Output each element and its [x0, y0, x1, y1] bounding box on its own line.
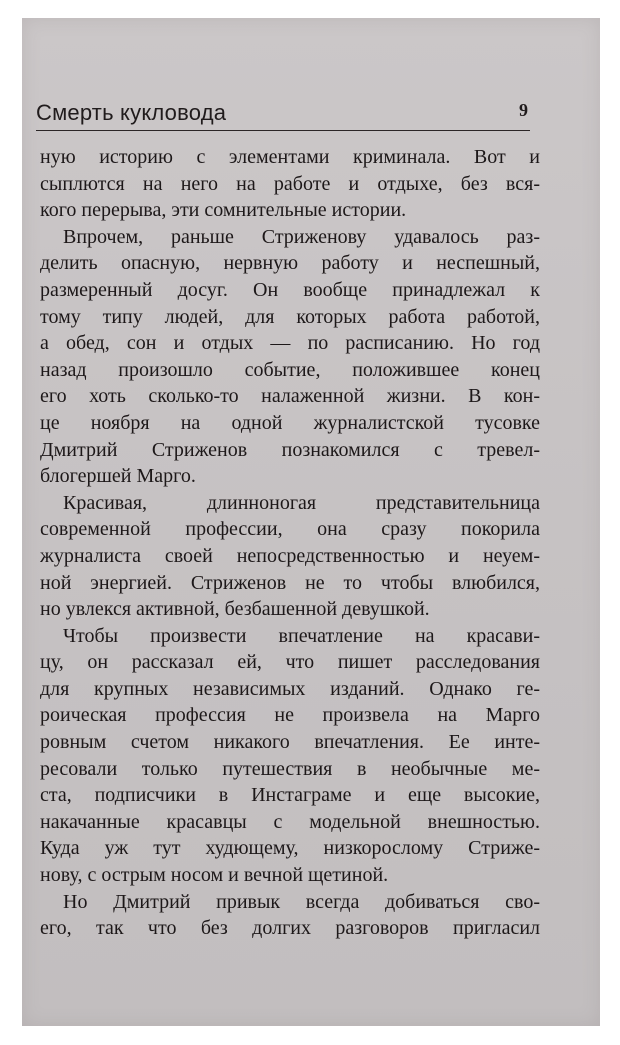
book-title: Смерть кукловода [36, 100, 227, 125]
text-line: его, так что без долгих разговоров пригласил [40, 917, 540, 940]
text-line: Дмитрий Стриженов познакомился с тревел- [40, 438, 540, 461]
text-line: но увлекся активной, безбашенной девушкой. [40, 598, 430, 621]
text-line: современной профессии, она сразу покорила [40, 518, 540, 541]
text-line: тому типу людей, для которых работа работой, [40, 305, 540, 328]
text-line: а обед, сон и отдых — по расписанию. Но год [40, 332, 540, 355]
text-line: его хоть сколько-то налаженной жизни. В кон- [40, 385, 540, 408]
text-line: размеренный досуг. Он вообще принадлежал к [40, 278, 540, 301]
text-line: нову, с острым носом и вечной щетиной. [40, 864, 389, 887]
text-line: це ноября на одной журналистской тусовке [40, 411, 540, 434]
text-line: кого перерыва, эти сомнительные истории. [40, 199, 407, 222]
text-line: для крупных независимых изданий. Однако ге- [40, 677, 540, 700]
running-header [36, 96, 530, 131]
text-line: цу, он рассказал ей, что пишет расследования [40, 651, 540, 674]
text-line: ровным счетом никакого впечатления. Ее инте- [40, 731, 540, 754]
text-line: журналиста своей непосредственностью и неуем- [40, 544, 540, 567]
text-line: Чтобы произвести впечатление на красави- [63, 624, 540, 647]
body-text [40, 144, 540, 942]
text-line: Красивая, длинноногая представительница [63, 491, 540, 514]
text-line: ную историю с элементами криминала. Вот и [40, 146, 540, 168]
text-line: Но Дмитрий привык всегда добиваться сво- [63, 890, 540, 913]
text-line: ресовали только путешествия в необычные ме- [40, 757, 540, 780]
text-line: назад произошло событие, положившее конец [40, 358, 540, 381]
text-line: делить опасную, нервную работу и неспешный, [40, 252, 540, 275]
text-line: Куда уж тут худющему, низкорослому Стриже- [40, 837, 540, 860]
text-line: блогершей Марго. [40, 465, 196, 488]
text-line: ной энергией. Стриженов не то чтобы влюбился, [40, 571, 540, 594]
text-line: Впрочем, раньше Стриженову удавалось раз- [63, 225, 540, 248]
page-number: 9 [519, 100, 528, 120]
text-line: ста, подписчики в Инстаграме и еще высокие, [40, 784, 540, 807]
text-line: сыплются на него на работе и отдыхе, без вся- [40, 172, 540, 195]
text-line: накачанные красавцы с модельной внешностью. [40, 810, 540, 833]
text-line: роическая профессия не произвела на Марго [40, 704, 540, 727]
